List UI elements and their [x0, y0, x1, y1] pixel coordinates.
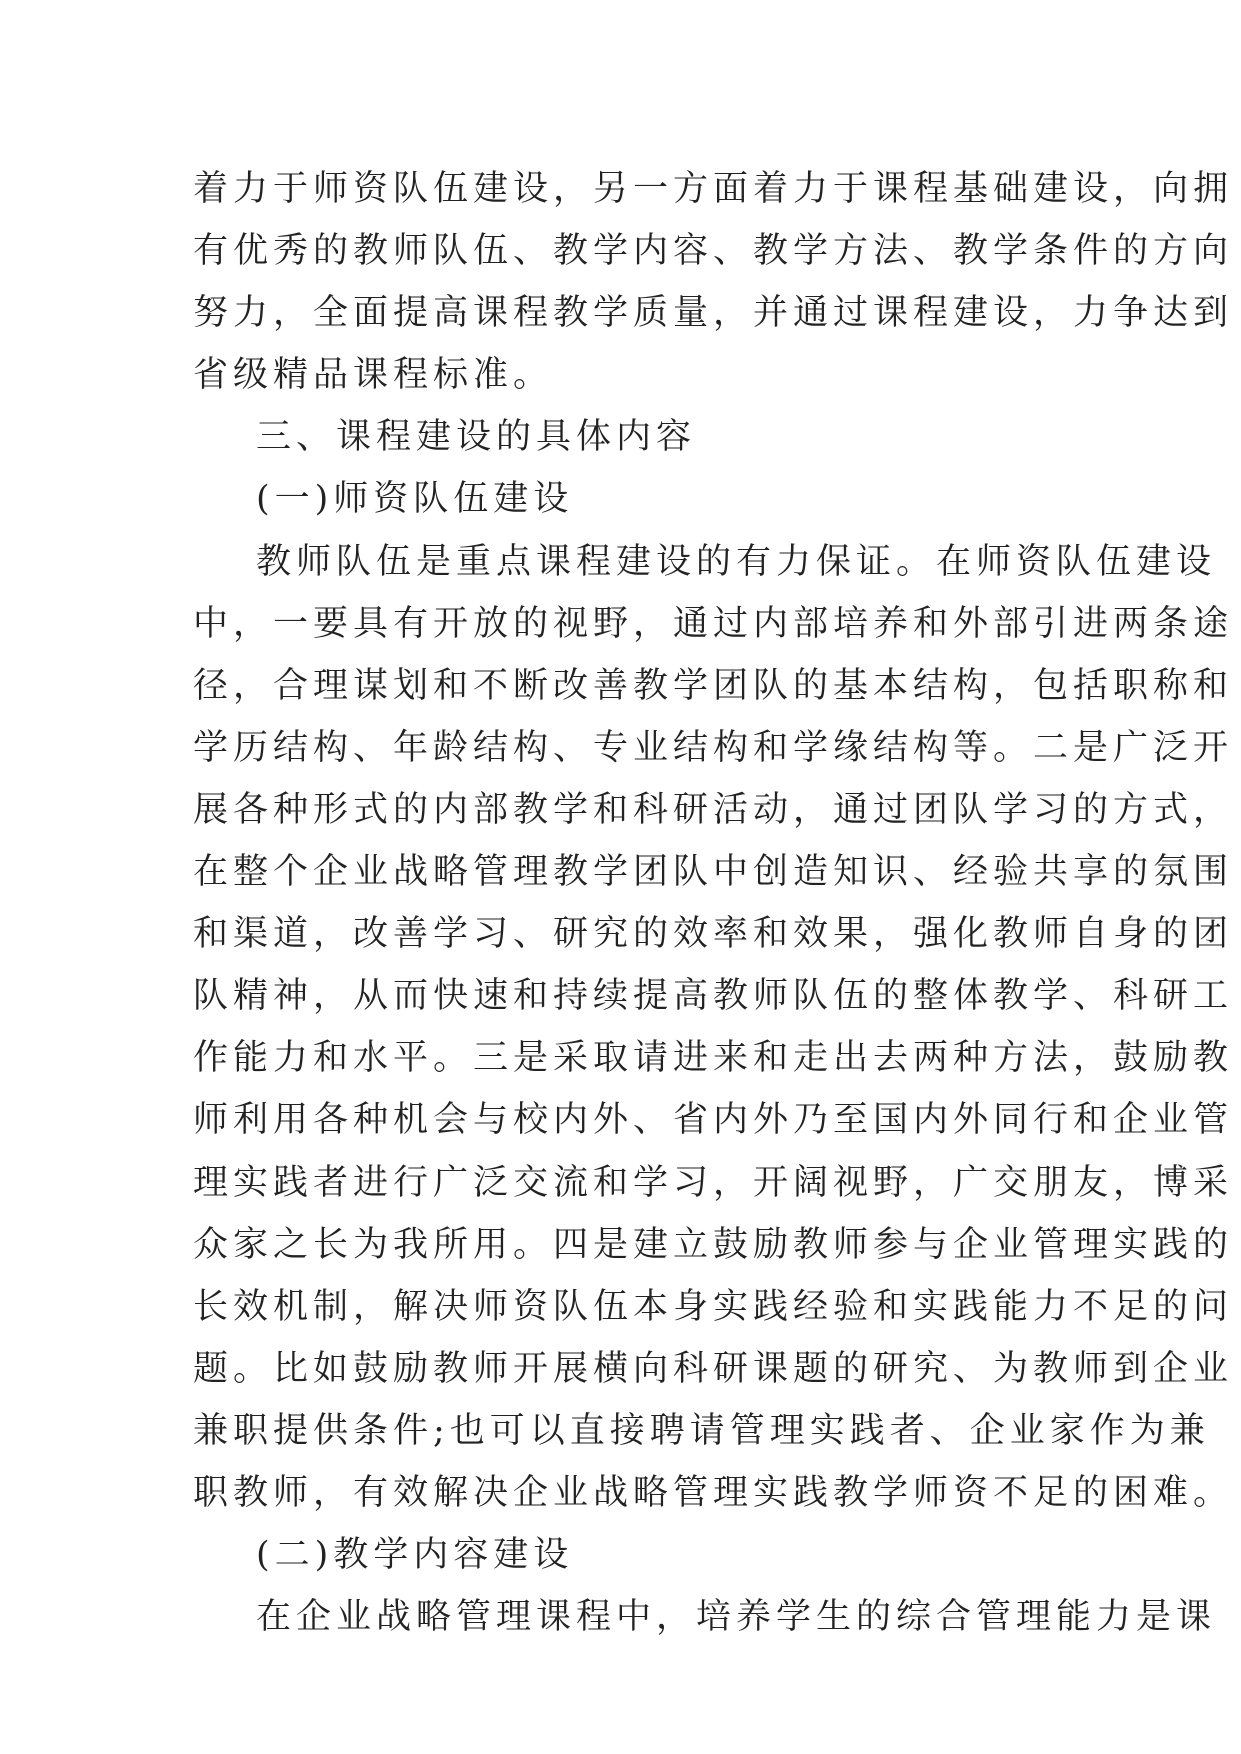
text-line: 教师队伍是重点课程建设的有力保证。在师资队伍建设: [256, 541, 1217, 582]
text-line: 着力于师资队伍建设，另一方面着力于课程基础建设，向拥: [193, 169, 1234, 209]
text-line: 理实践者进行广泛交流和学习，开阔视野，广交朋友，博采: [193, 1162, 1234, 1203]
text-line: 在整个企业战略管理教学团队中创造知识、经验共享的氛围: [193, 852, 1234, 893]
text-line: 学历结构、年龄结构、专业结构和学缘结构等。二是广泛开: [193, 727, 1234, 768]
text-line: 有优秀的教师队伍、教学内容、教学方法、教学条件的方向: [193, 231, 1234, 272]
text-line: 队精神，从而快速和持续提高教师队伍的整体教学、科研工: [193, 976, 1234, 1017]
text-line: 努力，全面提高课程教学质量，并通过课程建设，力争达到: [193, 293, 1234, 334]
document-body: [193, 158, 1234, 1648]
text-line: 题。比如鼓励教师开展横向科研课题的研究、为教师到企业: [193, 1348, 1234, 1389]
text-line: 在企业战略管理课程中，培养学生的综合管理能力是课: [256, 1597, 1217, 1638]
text-line: 展各种形式的内部教学和科研活动，通过团队学习的方式，: [193, 789, 1234, 830]
text-line: 职教师，有效解决企业战略管理实践教学师资不足的困难。: [193, 1472, 1234, 1513]
text-line: 兼职提供条件;也可以直接聘请管理实践者、企业家作为兼: [193, 1410, 1210, 1451]
text-line: 径，合理谋划和不断改善教学团队的基本结构，包括职称和: [193, 665, 1234, 706]
text-line: 众家之长为我所用。四是建立鼓励教师参与企业管理实践的: [193, 1224, 1234, 1265]
text-line: 师利用各种机会与校内外、省内外乃至国内外同行和企业管: [193, 1100, 1234, 1141]
text-line: 和渠道，改善学习、研究的效率和效果，强化教师自身的团: [193, 914, 1234, 955]
text-line: 省级精品课程标准。: [193, 355, 554, 396]
text-line: 中，一要具有开放的视野，通过内部培养和外部引进两条途: [193, 603, 1234, 644]
subsection-heading: (二)教学内容建设: [256, 1535, 574, 1576]
section-heading: 三、课程建设的具体内容: [256, 417, 697, 458]
text-line: 作能力和水平。三是采取请进来和走出去两种方法，鼓励教: [193, 1038, 1234, 1079]
subsection-heading: (一)师资队伍建设: [256, 479, 574, 520]
text-line: 长效机制，解决师资队伍本身实践经验和实践能力不足的问: [193, 1286, 1234, 1327]
